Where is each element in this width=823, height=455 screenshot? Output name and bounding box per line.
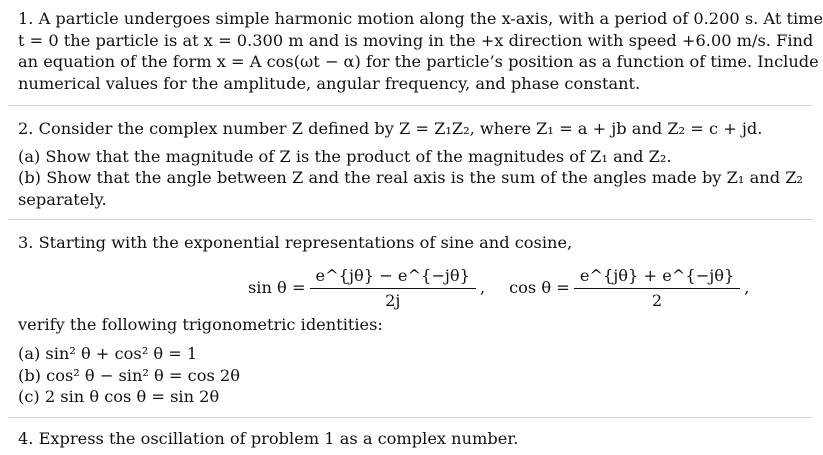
divider	[8, 105, 813, 106]
problem-2	[18, 118, 803, 210]
comma: ,	[479, 278, 486, 298]
identity-c: (c) 2 sin θ cos θ = sin 2θ	[18, 387, 220, 406]
problem-3-intro-text: 3. Starting with the exponential representations of sine and cosine,	[18, 233, 573, 252]
problem-3-intro	[18, 232, 803, 254]
comma: ,	[744, 278, 750, 298]
problem-2-part-a: (a) Show that the magnitude of Z is the product of the magnitudes of Z₁ and Z₂.	[18, 146, 672, 166]
problem-1-line: 1. A particle undergoes simple harmonic motion along the x-axis, with a period of 0.200 s. At time	[18, 9, 823, 28]
identities-list	[18, 343, 240, 408]
verify-text: verify the following trigonometric identities:	[18, 315, 383, 334]
sin-fraction	[310, 266, 476, 311]
problem-4	[18, 428, 803, 450]
divider	[8, 417, 813, 418]
cos-fraction	[574, 266, 740, 311]
problem-1-line: an equation of the form x = A cos(ωt − α) for the particle’s position as a function of time. Include	[18, 52, 819, 71]
cos-denominator: 2	[651, 290, 663, 310]
problem-1-line: numerical values for the amplitude, angular frequency, and phase constant.	[18, 73, 641, 93]
cos-numerator: e^{jθ} + e^{−jθ}	[574, 266, 740, 289]
cos-lhs: cos θ =	[509, 278, 570, 298]
problem-1-line: t = 0 the particle is at x = 0.300 m and is moving in the +x direction with speed +6.00 m/s. Find	[18, 30, 814, 50]
identity-b: (b) cos² θ − sin² θ = cos 2θ	[18, 365, 240, 385]
problem-2-part-b: (b) Show that the angle between Z and the real axis is the sum of the angles made by Z₁ and Z₂	[18, 168, 803, 187]
divider	[8, 219, 813, 220]
sin-numerator: e^{jθ} − e^{−jθ}	[310, 266, 476, 289]
exponential-formulas	[248, 263, 749, 313]
problem-2-line: separately.	[18, 189, 107, 209]
identity-a: (a) sin² θ + cos² θ = 1	[18, 344, 198, 363]
sin-lhs: sin θ =	[248, 278, 306, 298]
problem-4-text: 4. Express the oscillation of problem 1 as a complex number.	[18, 429, 519, 448]
sin-denominator: 2j	[385, 290, 401, 310]
problem-1	[18, 8, 823, 94]
problem-2-line: 2. Consider the complex number Z defined by Z = Z₁Z₂, where Z₁ = a + jb and Z₂ = c + jd.	[18, 119, 763, 138]
